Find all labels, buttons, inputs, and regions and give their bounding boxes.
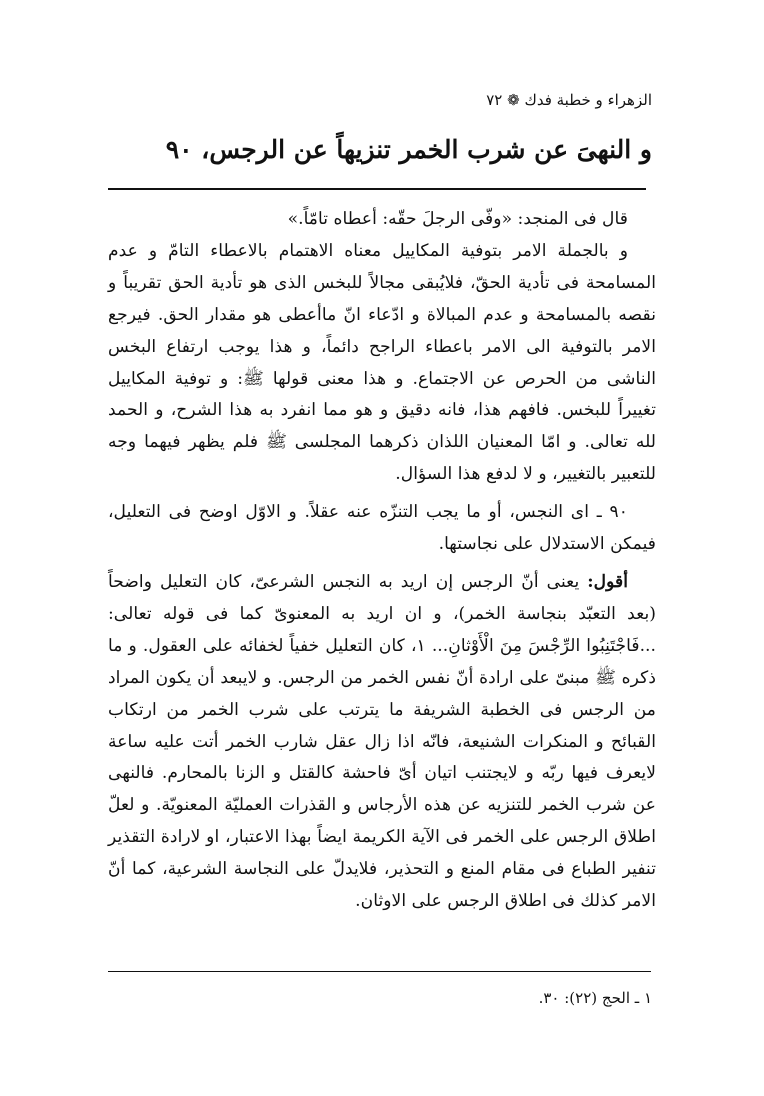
paragraph-note-90: ٩٠ ـ اى النجس، أو ما يجب التنزّه عنه عقلاً. و الاوّل اوضح فى التعليل، فيمكن الاستدلال على نجاستها.: [108, 502, 656, 555]
footnote: ١ ـ الحج (٢٢): ٣٠.: [538, 989, 652, 1007]
section-title: و النهىَ عن شرب الخمر تنزيهاً عن الرجس، ٩٠: [165, 135, 652, 164]
aqul-label: أقول:: [587, 571, 628, 592]
paragraph-quote: قال فى المنجد: «وفّى الرجلَ حقّه: أعطاه تامّاً.»: [287, 209, 628, 229]
aqul-text: يعنى أنّ الرجس إن اريد به النجس الشرعىّ، كان التعليل واضحاً (بعد التعبّد بنجاسة الخمر)، و ان اريد به المعنوىّ كما فى قوله تعالى: ...فَاجْتَنِبُوا الرِّجْسَ مِنَ الْأَوْثانِ... ١، كان التعليل خفياً لخفائه على العقول. و ما ذكره ﷺ مبنىّ على ارادة أنّ نفس الخمر من الرجس. و لايبعد أن يكون المراد من الرجس فى الخطبة الشريفة ما يترتب على شرب الخمر من ارتكاب القبائح و المنكرات الشنيعة، فانّه اذا زال عقل شارب الخمر أتت عليه ساعة لايعرف فيها ربّه و لايجتنب اتيان أىّ فاحشة كالقتل و الزنا بالمحارم. فالنهى عن شرب الخمر للتنزيه عن هذه الأرجاس و القذرات العمليّة المعنويّة. و لعلّ اطلاق الرجس على الخمر فى الآية الكريمة ايضاً بهذا الاعتبار، او لارادة التقذير تنفير الطباع فى مقام المنع و التحذير، فلايدلّ على النجاسة الشرعية، كما أنّ الامر كذلك فى اطلاق الرجس على الاوثان.: [108, 571, 657, 912]
paragraph-aqul: [108, 567, 656, 918]
title-divider: [108, 188, 646, 190]
footnote-divider: [108, 971, 651, 972]
main-text: [108, 204, 656, 918]
paragraph-explanation: و بالجملة الامر بتوفية المكاييل معناه الاهتمام بالاعطاء التامّ و عدم المسامحة فى تأدية الحقّ، فلايُبقى مجالاً للبخس الذى هو تأدية الحق تقريباً و نقصه بالمسامحة و عدم المبالاة و ادّعاء انّ ماأعطى هو مقدار الحق. فيرجع الامر بالتوفية الى الامر باعطاء الراجح دائماً، و هذا يوجب ارتفاع البخس الناشى من الحرص عن الاجتماع. و هذا معنى قولها ﷺ: و توفية المكاييل تغييراً للبخس. فافهم هذا، فانه دقيق و هو مما انفرد به هذا الشرح، و الحمد لله تعالى. و امّا المعنيان اللذان ذكرهما المجلسى ﷺ فلم يظهر فيهما وجه للتعبير بالتغيير، و لا لدفع هذا السؤال.: [108, 240, 656, 485]
running-header: الزهراء و خطبة فدك ❁ ٧٢: [486, 91, 652, 109]
